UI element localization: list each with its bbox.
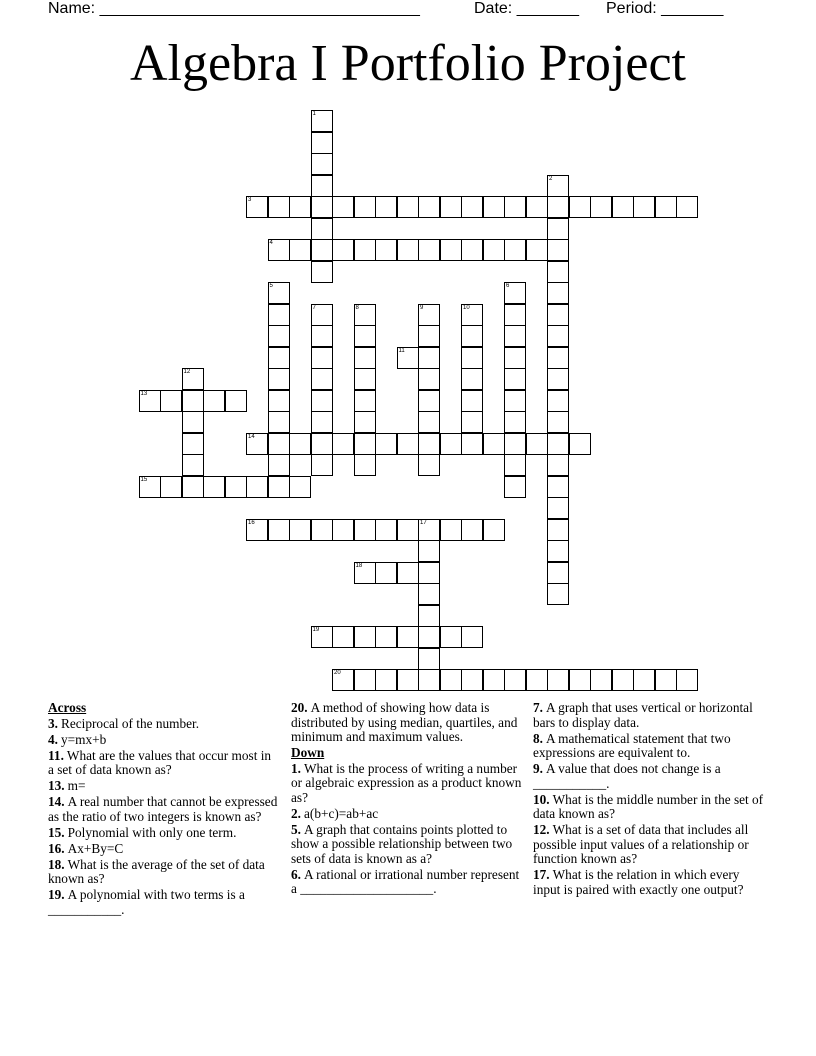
clue-number-label: 1 bbox=[312, 111, 316, 117]
crossword-cell[interactable] bbox=[160, 390, 182, 412]
crossword-cell[interactable] bbox=[311, 368, 333, 390]
crossword-cell[interactable] bbox=[504, 282, 526, 304]
crossword-cell[interactable] bbox=[526, 433, 548, 455]
crossword-cell[interactable] bbox=[461, 626, 483, 648]
across-clue bbox=[291, 701, 523, 745]
clue-number-label: 12 bbox=[183, 369, 191, 375]
crossword-cell[interactable] bbox=[311, 132, 333, 154]
crossword-cell[interactable] bbox=[397, 239, 419, 261]
crossword-cell[interactable] bbox=[203, 476, 225, 498]
clue-number: 2. bbox=[291, 805, 301, 821]
crossword-cell[interactable] bbox=[311, 239, 333, 261]
crossword-cell[interactable] bbox=[332, 669, 354, 691]
clue-text: What are the values that occur most in a set of data known as? bbox=[48, 747, 272, 777]
crossword-cell[interactable] bbox=[397, 669, 419, 691]
clue-text: A rational or irrational number represent a ____________________. bbox=[291, 866, 520, 896]
crossword-cell[interactable] bbox=[504, 433, 526, 455]
crossword-cell[interactable] bbox=[504, 368, 526, 390]
crossword-cell[interactable] bbox=[504, 669, 526, 691]
crossword-cell[interactable] bbox=[440, 519, 462, 541]
crossword-cell[interactable] bbox=[311, 304, 333, 326]
clue-number: 11. bbox=[48, 747, 64, 763]
crossword-cell[interactable] bbox=[461, 304, 483, 326]
crossword-cell[interactable] bbox=[375, 519, 397, 541]
crossword-cell[interactable] bbox=[375, 562, 397, 584]
clue-number: 6. bbox=[291, 866, 301, 882]
crossword-cell[interactable] bbox=[182, 454, 204, 476]
crossword-cell[interactable] bbox=[225, 390, 247, 412]
crossword-cell[interactable] bbox=[547, 196, 569, 218]
crossword-cell[interactable] bbox=[418, 304, 440, 326]
crossword-cell[interactable] bbox=[246, 433, 268, 455]
clue-number-label: 15 bbox=[140, 476, 148, 483]
crossword-cell[interactable] bbox=[418, 648, 440, 670]
crossword-cell[interactable] bbox=[547, 347, 569, 369]
across-heading: Across bbox=[48, 700, 87, 715]
crossword-cell[interactable] bbox=[461, 239, 483, 261]
crossword-cell[interactable] bbox=[311, 454, 333, 476]
crossword-cell[interactable] bbox=[354, 196, 376, 218]
crossword-cell[interactable] bbox=[590, 669, 612, 691]
crossword-cell[interactable] bbox=[182, 390, 204, 412]
crossword-cell[interactable] bbox=[397, 433, 419, 455]
crossword-cell[interactable] bbox=[461, 347, 483, 369]
across-clue bbox=[48, 858, 280, 887]
clues-section bbox=[48, 701, 768, 1001]
clue-number-label: 14 bbox=[248, 433, 255, 440]
crossword-cell[interactable] bbox=[354, 454, 376, 476]
crossword-cell[interactable] bbox=[547, 175, 569, 197]
across-clue bbox=[48, 749, 280, 778]
across-clue bbox=[48, 795, 280, 824]
clue-text: A polynomial with two terms is a ___________. bbox=[48, 887, 245, 917]
clue-number: 5. bbox=[291, 821, 301, 837]
crossword-cell[interactable] bbox=[418, 669, 440, 691]
crossword-cell[interactable] bbox=[418, 368, 440, 390]
crossword-cell[interactable] bbox=[547, 562, 569, 584]
clue-number: 7. bbox=[533, 700, 543, 715]
clue-column-1 bbox=[48, 701, 280, 919]
crossword-cell[interactable] bbox=[569, 433, 591, 455]
crossword-cell[interactable] bbox=[504, 476, 526, 498]
crossword-cell[interactable] bbox=[483, 433, 505, 455]
clue-text: Polynomial with only one term. bbox=[67, 824, 237, 840]
crossword-cell[interactable] bbox=[311, 390, 333, 412]
across-clue bbox=[48, 717, 280, 732]
clue-number-label: 13 bbox=[140, 390, 148, 397]
crossword-cell[interactable] bbox=[547, 454, 569, 476]
crossword-cell[interactable] bbox=[354, 562, 376, 584]
crossword-cell[interactable] bbox=[332, 433, 354, 455]
name-field[interactable]: Name: ____________________________________ bbox=[48, 0, 420, 17]
crossword-cell[interactable] bbox=[547, 433, 569, 455]
crossword-cell[interactable] bbox=[246, 196, 268, 218]
clue-text: What is the middle number in the set of data known as? bbox=[533, 791, 764, 821]
period-field[interactable]: Period: _______ bbox=[606, 0, 724, 17]
crossword-cell[interactable] bbox=[655, 196, 677, 218]
crossword-cell[interactable] bbox=[418, 390, 440, 412]
crossword-cell[interactable] bbox=[418, 605, 440, 627]
crossword-cell[interactable] bbox=[418, 196, 440, 218]
clue-text: y=mx+b bbox=[60, 731, 107, 747]
crossword-cell[interactable] bbox=[418, 583, 440, 605]
crossword-cell[interactable] bbox=[504, 304, 526, 326]
crossword-cell[interactable] bbox=[311, 261, 333, 283]
down-clue bbox=[533, 823, 765, 867]
clue-number-label: 2 bbox=[549, 175, 553, 182]
crossword-cell[interactable] bbox=[483, 519, 505, 541]
crossword-cell[interactable] bbox=[418, 562, 440, 584]
crossword-cell[interactable] bbox=[547, 669, 569, 691]
crossword-cell[interactable] bbox=[504, 411, 526, 433]
clue-number-label: 11 bbox=[398, 347, 405, 354]
clue-number: 17. bbox=[533, 867, 550, 882]
crossword-cell[interactable] bbox=[268, 390, 290, 412]
clue-text: A graph that contains points plotted to show a possible relationship between two sets of data is known as a? bbox=[291, 821, 513, 866]
clue-number-label: 5 bbox=[269, 283, 273, 289]
crossword-cell[interactable] bbox=[332, 519, 354, 541]
clue-number-label: 10 bbox=[463, 304, 470, 311]
crossword-cell[interactable] bbox=[332, 239, 354, 261]
crossword-cell[interactable] bbox=[268, 454, 290, 476]
crossword-cell[interactable] bbox=[397, 562, 419, 584]
crossword-cell[interactable] bbox=[461, 325, 483, 347]
crossword-cell[interactable] bbox=[461, 368, 483, 390]
down-clue bbox=[291, 868, 523, 897]
crossword-cell[interactable] bbox=[354, 368, 376, 390]
crossword-cell[interactable] bbox=[547, 325, 569, 347]
crossword-cell[interactable] bbox=[268, 325, 290, 347]
crossword-cell[interactable] bbox=[547, 390, 569, 412]
crossword-cell[interactable] bbox=[268, 519, 290, 541]
clue-column-2 bbox=[291, 701, 523, 898]
crossword-cell[interactable] bbox=[676, 196, 698, 218]
crossword-cell[interactable] bbox=[375, 196, 397, 218]
crossword-cell[interactable] bbox=[182, 476, 204, 498]
crossword-cell[interactable] bbox=[354, 411, 376, 433]
clue-number: 16. bbox=[48, 840, 65, 856]
crossword-cell[interactable] bbox=[504, 325, 526, 347]
crossword-cell[interactable] bbox=[418, 519, 440, 541]
crossword-cell[interactable] bbox=[311, 626, 333, 648]
clue-number-label: 16 bbox=[248, 519, 255, 526]
crossword-cell[interactable] bbox=[440, 433, 462, 455]
crossword-cell[interactable] bbox=[375, 626, 397, 648]
clue-text: a(b+c)=ab+ac bbox=[303, 805, 379, 821]
clue-number-label: 8 bbox=[355, 304, 359, 311]
crossword-cell[interactable] bbox=[246, 519, 268, 541]
crossword-cell[interactable] bbox=[311, 347, 333, 369]
crossword-cell[interactable] bbox=[289, 519, 311, 541]
crossword-cell[interactable] bbox=[311, 519, 333, 541]
crossword-cell[interactable] bbox=[246, 476, 268, 498]
crossword-cell[interactable] bbox=[461, 390, 483, 412]
crossword-cell[interactable] bbox=[225, 476, 247, 498]
clue-number: 14. bbox=[48, 794, 65, 809]
crossword-cell[interactable] bbox=[268, 411, 290, 433]
crossword-cell[interactable] bbox=[289, 433, 311, 455]
clue-number: 12. bbox=[533, 822, 550, 837]
clue-text: A real number that cannot be expressed as the ratio of two integers is known as? bbox=[48, 794, 278, 824]
clue-text: A graph that uses vertical or horizontal bars to display data. bbox=[533, 700, 753, 730]
crossword-cell[interactable] bbox=[418, 239, 440, 261]
crossword-cell[interactable] bbox=[268, 433, 290, 455]
clue-text: A value that does not change is a ___________. bbox=[533, 761, 721, 791]
crossword-cell[interactable] bbox=[569, 196, 591, 218]
crossword-cell[interactable] bbox=[483, 239, 505, 261]
crossword-cell[interactable] bbox=[526, 239, 548, 261]
down-clue bbox=[533, 868, 765, 897]
crossword-cell[interactable] bbox=[139, 390, 161, 412]
crossword-cell[interactable] bbox=[612, 196, 634, 218]
crossword-cell[interactable] bbox=[354, 325, 376, 347]
clue-text: A method of showing how data is distributed by using median, quartiles, and minimum and maximum values. bbox=[291, 700, 518, 744]
crossword-cell[interactable] bbox=[289, 196, 311, 218]
crossword-cell[interactable] bbox=[268, 196, 290, 218]
clue-text: Reciprocal of the number. bbox=[60, 715, 200, 731]
clue-number-label: 6 bbox=[506, 283, 510, 289]
crossword-cell[interactable] bbox=[268, 239, 290, 261]
crossword-cell[interactable] bbox=[397, 626, 419, 648]
crossword-cell[interactable] bbox=[569, 669, 591, 691]
crossword-cell[interactable] bbox=[418, 411, 440, 433]
clue-number-label: 17 bbox=[420, 519, 427, 526]
clue-number: 20. bbox=[291, 700, 308, 715]
clue-number-label: 19 bbox=[312, 627, 320, 633]
crossword-cell[interactable] bbox=[375, 433, 397, 455]
clue-number: 13. bbox=[48, 778, 65, 793]
crossword-cell[interactable] bbox=[547, 368, 569, 390]
crossword-cell[interactable] bbox=[547, 239, 569, 261]
clue-number: 10. bbox=[533, 791, 550, 807]
crossword-cell[interactable] bbox=[590, 196, 612, 218]
down-clue bbox=[533, 732, 765, 761]
crossword-cell[interactable] bbox=[268, 304, 290, 326]
crossword-cell[interactable] bbox=[547, 519, 569, 541]
crossword-cell[interactable] bbox=[311, 196, 333, 218]
across-clue bbox=[48, 842, 280, 857]
crossword-cell[interactable] bbox=[440, 239, 462, 261]
crossword-cell[interactable] bbox=[311, 110, 333, 132]
crossword-cell[interactable] bbox=[612, 669, 634, 691]
crossword-cell[interactable] bbox=[547, 497, 569, 519]
crossword-cell[interactable] bbox=[461, 196, 483, 218]
across-clue bbox=[48, 826, 280, 841]
clue-number: 19. bbox=[48, 887, 65, 902]
crossword-cell[interactable] bbox=[418, 325, 440, 347]
crossword-cell[interactable] bbox=[547, 583, 569, 605]
crossword-cell[interactable] bbox=[311, 218, 333, 240]
clue-text: What is the process of writing a number or algebraic expression as a product known as? bbox=[291, 760, 522, 805]
crossword-cell[interactable] bbox=[418, 626, 440, 648]
crossword-cell[interactable] bbox=[547, 540, 569, 562]
crossword-cell[interactable] bbox=[483, 669, 505, 691]
clue-number: 9. bbox=[533, 761, 543, 776]
crossword-cell[interactable] bbox=[547, 218, 569, 240]
crossword-cell[interactable] bbox=[289, 239, 311, 261]
crossword-cell[interactable] bbox=[354, 626, 376, 648]
crossword-cell[interactable] bbox=[354, 347, 376, 369]
crossword-cell[interactable] bbox=[461, 411, 483, 433]
across-clue bbox=[48, 779, 280, 794]
clue-text: What is a set of data that includes all possible input values of a relationship or function known as? bbox=[533, 822, 749, 866]
crossword-cell[interactable] bbox=[504, 347, 526, 369]
crossword-cell[interactable] bbox=[504, 454, 526, 476]
crossword-cell[interactable] bbox=[289, 476, 311, 498]
crossword-cell[interactable] bbox=[268, 476, 290, 498]
crossword-cell[interactable] bbox=[354, 304, 376, 326]
crossword-cell[interactable] bbox=[633, 196, 655, 218]
page-title: Algebra I Portfolio Project bbox=[130, 35, 686, 92]
crossword-cell[interactable] bbox=[311, 411, 333, 433]
crossword-cell[interactable] bbox=[526, 196, 548, 218]
crossword-cell[interactable] bbox=[203, 390, 225, 412]
crossword-cell[interactable] bbox=[418, 454, 440, 476]
crossword-cell[interactable] bbox=[354, 669, 376, 691]
crossword-cell[interactable] bbox=[311, 325, 333, 347]
crossword-cell[interactable] bbox=[655, 669, 677, 691]
down-clue bbox=[533, 793, 765, 822]
crossword-cell[interactable] bbox=[311, 175, 333, 197]
clue-text: What is the relation in which every input is paired with exactly one output? bbox=[533, 867, 744, 897]
crossword-cell[interactable] bbox=[504, 390, 526, 412]
clue-number: 1. bbox=[291, 760, 301, 776]
crossword-cell[interactable] bbox=[440, 626, 462, 648]
clue-text: What is the average of the set of data known as? bbox=[48, 856, 265, 886]
clue-number-label: 4 bbox=[269, 240, 273, 246]
date-field[interactable]: Date: _______ bbox=[474, 0, 579, 17]
clue-number: 8. bbox=[533, 730, 543, 746]
across-clue bbox=[48, 888, 280, 917]
crossword-cell[interactable] bbox=[461, 669, 483, 691]
crossword-cell[interactable] bbox=[332, 626, 354, 648]
crossword-cell[interactable] bbox=[547, 411, 569, 433]
clue-text: m= bbox=[67, 778, 86, 793]
crossword-cell[interactable] bbox=[311, 153, 333, 175]
down-clue bbox=[291, 807, 523, 822]
clue-number-label: 7 bbox=[312, 304, 316, 311]
clue-number-label: 9 bbox=[420, 304, 424, 311]
clue-number: 15. bbox=[48, 824, 65, 840]
crossword-cell[interactable] bbox=[418, 347, 440, 369]
down-clue bbox=[533, 701, 765, 730]
crossword-cell[interactable] bbox=[483, 196, 505, 218]
clue-number: 18. bbox=[48, 856, 65, 872]
crossword-cell[interactable] bbox=[160, 476, 182, 498]
crossword-cell[interactable] bbox=[354, 239, 376, 261]
clue-number-label: 18 bbox=[355, 562, 363, 569]
clue-number: 4. bbox=[48, 731, 58, 747]
crossword-cell[interactable] bbox=[268, 368, 290, 390]
clue-number: 3. bbox=[48, 715, 58, 731]
crossword-cell[interactable] bbox=[547, 304, 569, 326]
crossword-cell[interactable] bbox=[182, 411, 204, 433]
crossword-cell[interactable] bbox=[440, 196, 462, 218]
crossword-cell[interactable] bbox=[547, 261, 569, 283]
crossword-cell[interactable] bbox=[418, 540, 440, 562]
clue-text: Ax+By=C bbox=[67, 840, 124, 856]
crossword-cell[interactable] bbox=[375, 669, 397, 691]
crossword-cell[interactable] bbox=[547, 282, 569, 304]
crossword-cell[interactable] bbox=[332, 196, 354, 218]
crossword-cell[interactable] bbox=[418, 433, 440, 455]
crossword-cell[interactable] bbox=[440, 669, 462, 691]
clue-text: A mathematical statement that two expressions are equivalent to. bbox=[533, 730, 731, 760]
crossword-cell[interactable] bbox=[268, 347, 290, 369]
clue-column-3 bbox=[533, 701, 765, 899]
crossword-cell[interactable] bbox=[375, 239, 397, 261]
crossword-cell[interactable] bbox=[633, 669, 655, 691]
across-clue bbox=[48, 733, 280, 748]
clue-number-label: 20 bbox=[334, 670, 341, 676]
student-info-header bbox=[48, 0, 768, 20]
crossword-cell[interactable] bbox=[311, 433, 333, 455]
crossword-cell[interactable] bbox=[182, 433, 204, 455]
crossword-cell[interactable] bbox=[397, 519, 419, 541]
down-clue bbox=[291, 762, 523, 806]
crossword-cell[interactable] bbox=[526, 669, 548, 691]
crossword-cell[interactable] bbox=[461, 519, 483, 541]
crossword-cell[interactable] bbox=[397, 347, 419, 369]
crossword-cell[interactable] bbox=[354, 390, 376, 412]
crossword-cell[interactable] bbox=[139, 476, 161, 498]
crossword-cell[interactable] bbox=[504, 239, 526, 261]
crossword-cell[interactable] bbox=[354, 519, 376, 541]
crossword-cell[interactable] bbox=[182, 368, 204, 390]
crossword-cell[interactable] bbox=[547, 476, 569, 498]
crossword-cell[interactable] bbox=[676, 669, 698, 691]
down-clue bbox=[291, 823, 523, 867]
crossword-cell[interactable] bbox=[461, 433, 483, 455]
crossword-cell[interactable] bbox=[354, 433, 376, 455]
clue-number-label: 3 bbox=[248, 197, 252, 203]
crossword-cell[interactable] bbox=[397, 196, 419, 218]
down-heading: Down bbox=[291, 745, 325, 760]
crossword-cell[interactable] bbox=[504, 196, 526, 218]
crossword-cell[interactable] bbox=[268, 282, 290, 304]
down-clue bbox=[533, 762, 765, 791]
